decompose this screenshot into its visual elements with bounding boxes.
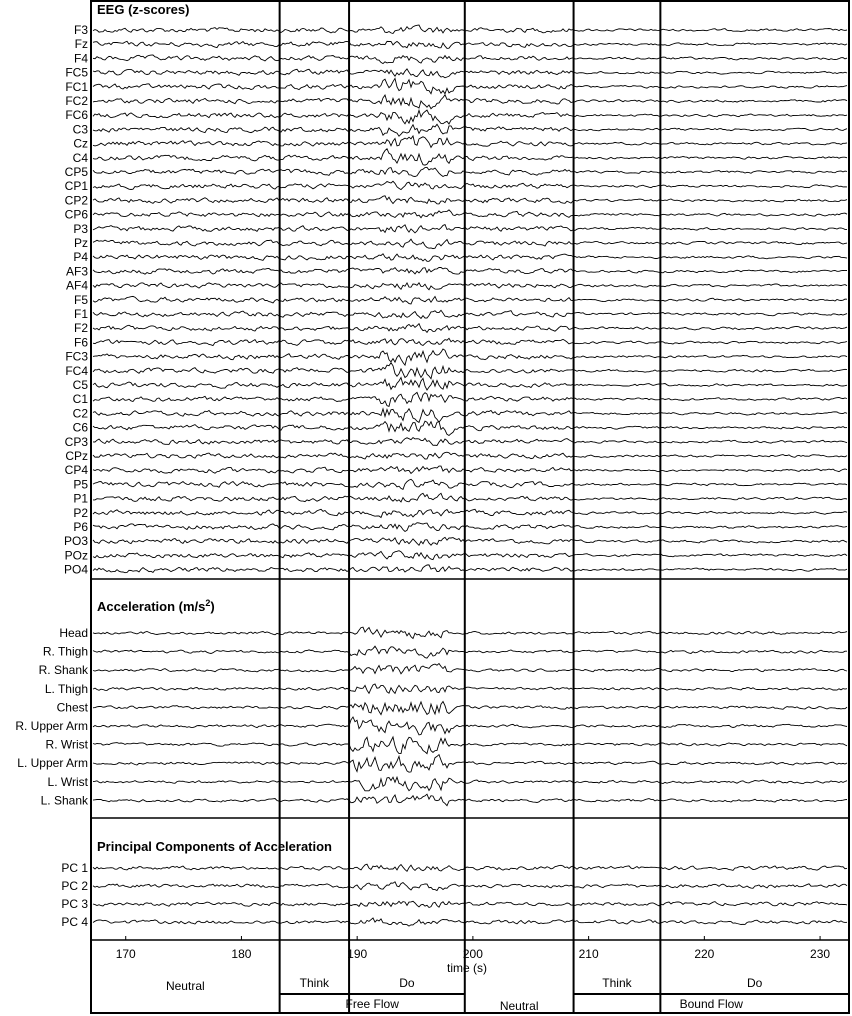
eeg-trace-poz xyxy=(93,551,847,560)
accel-label-l-upper-arm: L. Upper Arm xyxy=(17,756,88,771)
eeg-label-p6: P6 xyxy=(73,520,88,534)
eeg-label-af4: AF4 xyxy=(65,278,88,293)
condition-label-think-5: Think xyxy=(602,976,632,990)
accel-label-l-shank: L. Shank xyxy=(40,793,88,808)
accel-trace-r-upper-arm xyxy=(93,717,847,735)
accel-trace-l-upper-arm xyxy=(93,755,847,773)
eeg-trace-cp6 xyxy=(93,210,847,218)
acceleration-title-text: Acceleration (m/s xyxy=(97,599,206,614)
group-label-bound-flow: Bound Flow xyxy=(679,997,743,1011)
eeg-label-fc6: FC6 xyxy=(65,108,88,123)
eeg-label-p3: P3 xyxy=(73,221,88,236)
x-tick-label-180: 180 xyxy=(231,947,252,961)
eeg-label-po3: PO3 xyxy=(63,534,88,549)
accel-trace-head xyxy=(93,627,847,638)
pc-label-pc-4: PC 4 xyxy=(61,915,88,929)
x-tick-label-200: 200 xyxy=(462,947,483,961)
accel-label-r-wrist: R. Wrist xyxy=(45,737,88,752)
eeg-trace-cpz xyxy=(93,452,847,459)
eeg-label-cp4: CP4 xyxy=(64,463,88,478)
eeg-label-fc3: FC3 xyxy=(65,349,88,364)
accel-trace-r-shank xyxy=(93,664,847,674)
pc-trace-pc-1 xyxy=(93,864,847,871)
eeg-trace-f2 xyxy=(93,324,847,333)
eeg-trace-af3 xyxy=(93,267,847,274)
condition-label-do-6: Do xyxy=(747,976,763,990)
eeg-label-c4: C4 xyxy=(72,150,88,165)
condition-label-think-2: Think xyxy=(299,976,330,990)
eeg-trace-fc2 xyxy=(93,95,847,109)
group-label-free-flow: Free Flow xyxy=(345,997,399,1011)
eeg-trace-f1 xyxy=(93,310,847,318)
accel-label-l-wrist: L. Wrist xyxy=(47,774,88,789)
eeg-label-cp2: CP2 xyxy=(64,193,88,208)
eeg-label-cpz: CPz xyxy=(65,449,88,463)
eeg-label-po4: PO4 xyxy=(63,562,88,577)
eeg-label-c1: C1 xyxy=(72,392,88,407)
eeg-trace-f5 xyxy=(93,296,847,304)
condition-label-neutral-4: Neutral xyxy=(499,999,539,1013)
eeg-label-f5: F5 xyxy=(73,292,88,307)
eeg-label-p2: P2 xyxy=(73,505,88,520)
eeg-trace-pz xyxy=(93,239,847,248)
eeg-trace-p1 xyxy=(93,493,847,502)
eeg-trace-f4 xyxy=(93,55,847,64)
acceleration-title-end: ) xyxy=(210,599,215,614)
accel-trace-r-wrist xyxy=(93,737,847,754)
eeg-trace-p3 xyxy=(93,225,847,233)
eeg-trace-c3 xyxy=(93,124,847,136)
eeg-label-fc5: FC5 xyxy=(65,65,88,80)
eeg-label-pz: Pz xyxy=(73,236,88,250)
eeg-label-af3: AF3 xyxy=(65,264,88,279)
eeg-label-c6: C6 xyxy=(72,420,88,435)
eeg-trace-c2 xyxy=(93,409,847,423)
eeg-label-f6: F6 xyxy=(73,335,88,350)
eeg-trace-po3 xyxy=(93,537,847,545)
eeg-trace-cp4 xyxy=(93,466,847,473)
x-tick-label-190: 190 xyxy=(347,947,368,961)
condition-label-neutral-1: Neutral xyxy=(165,979,205,993)
eeg-trace-fz xyxy=(93,41,847,48)
eeg-label-cp3: CP3 xyxy=(64,434,88,449)
eeg-trace-fc3 xyxy=(93,349,847,365)
accel-label-chest: Chest xyxy=(56,700,88,715)
accel-label-r-upper-arm: R. Upper Arm xyxy=(15,719,88,733)
x-axis-label: time (s) xyxy=(447,961,487,975)
accel-label-head: Head xyxy=(59,626,88,640)
eeg-label-p4: P4 xyxy=(73,250,88,265)
eeg-trace-c4 xyxy=(93,149,847,165)
eeg-trace-fc5 xyxy=(93,69,847,78)
eeg-trace-c6 xyxy=(93,421,847,435)
eeg-label-cp1: CP1 xyxy=(64,179,88,194)
accel-label-r-thigh: R. Thigh xyxy=(42,644,88,659)
acceleration-section-title xyxy=(97,598,215,614)
eeg-section-title: EEG (z-scores) xyxy=(97,2,190,17)
x-tick-label-220: 220 xyxy=(694,947,715,961)
eeg-trace-f3 xyxy=(93,25,847,34)
eeg-trace-p6 xyxy=(93,523,847,532)
eeg-trace-cp3 xyxy=(93,438,847,446)
pc-label-pc-2: PC 2 xyxy=(61,879,88,893)
eeg-label-f1: F1 xyxy=(73,307,88,321)
eeg-trace-cp1 xyxy=(93,181,847,189)
accel-trace-chest xyxy=(93,702,847,715)
eeg-trace-c5 xyxy=(93,378,847,391)
eeg-trace-fc6 xyxy=(93,110,847,124)
eeg-trace-p5 xyxy=(93,479,847,489)
eeg-label-c2: C2 xyxy=(72,406,88,421)
accel-label-r-shank: R. Shank xyxy=(38,663,88,678)
eeg-trace-cp5 xyxy=(93,167,847,176)
eeg-trace-c1 xyxy=(93,392,847,406)
accel-trace-r-thigh xyxy=(93,646,847,658)
eeg-label-c5: C5 xyxy=(72,378,88,392)
pc-label-pc-1: PC 1 xyxy=(61,861,88,875)
eeg-trace-p4 xyxy=(93,254,847,261)
accel-trace-l-wrist xyxy=(93,777,847,791)
eeg-label-p5: P5 xyxy=(73,477,88,492)
eeg-label-cz: Cz xyxy=(73,136,88,151)
eeg-trace-po4 xyxy=(93,565,847,573)
eeg-label-cp5: CP5 xyxy=(64,165,88,179)
eeg-trace-p2 xyxy=(93,509,847,517)
eeg-trace-cz xyxy=(93,136,847,147)
pc-trace-pc-3 xyxy=(93,901,847,907)
x-tick-label-170: 170 xyxy=(115,947,136,961)
pc-trace-pc-4 xyxy=(93,918,847,926)
condition-label-do-3: Do xyxy=(399,976,415,990)
eeg-trace-cp2 xyxy=(93,196,847,204)
acceleration-title-sup: 2 xyxy=(205,598,211,608)
eeg-trace-fc1 xyxy=(93,78,847,93)
x-tick-label-210: 210 xyxy=(578,947,599,961)
eeg-label-p1: P1 xyxy=(73,491,88,506)
eeg-label-poz: POz xyxy=(64,548,88,563)
accel-trace-l-thigh xyxy=(93,684,847,693)
trace-group xyxy=(93,25,847,926)
eeg-trace-f6 xyxy=(93,338,847,345)
eeg-trace-af4 xyxy=(93,283,847,290)
eeg-label-cp6: CP6 xyxy=(64,207,88,222)
phase-line-group xyxy=(280,1,661,1013)
accel-trace-l-shank xyxy=(93,794,847,806)
accel-label-l-thigh: L. Thigh xyxy=(44,681,88,696)
pc-label-pc-3: PC 3 xyxy=(61,897,88,911)
channel-label-group xyxy=(15,23,89,929)
eeg-label-fc1: FC1 xyxy=(65,79,88,94)
eeg-label-f4: F4 xyxy=(73,51,88,66)
plot-frame xyxy=(91,1,849,1013)
pca-section-title: Principal Components of Acceleration xyxy=(97,839,333,854)
x-tick-label-230: 230 xyxy=(810,947,831,961)
eeg-label-fc2: FC2 xyxy=(65,94,88,108)
eeg-label-fz: Fz xyxy=(74,37,88,52)
eeg-label-fc4: FC4 xyxy=(65,363,88,378)
eeg-label-c3: C3 xyxy=(72,122,88,137)
eeg-label-f2: F2 xyxy=(73,321,88,336)
eeg-label-f3: F3 xyxy=(73,23,88,37)
condition-label-group xyxy=(166,976,849,1013)
eeg-trace-fc4 xyxy=(93,363,847,379)
pc-trace-pc-2 xyxy=(93,882,847,891)
